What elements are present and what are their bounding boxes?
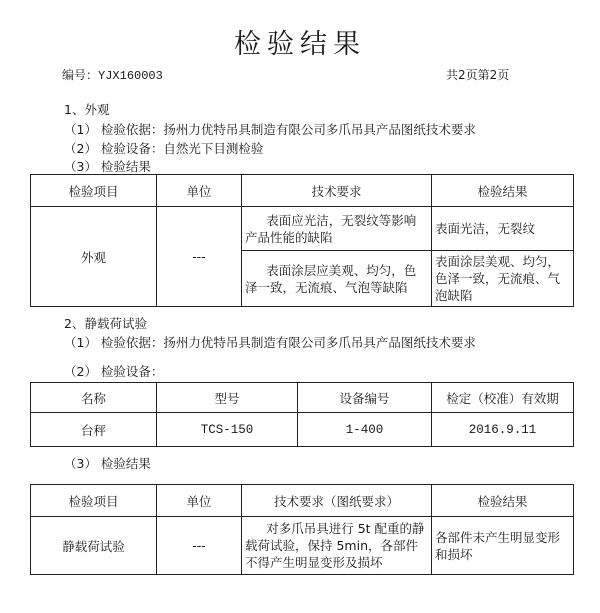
appearance-item: 外观 — [31, 207, 157, 307]
header-device-number: 设备编号 — [298, 383, 432, 413]
page-title: 检验结果 — [234, 29, 366, 60]
section2-results: （3） 检验结果 — [64, 456, 151, 471]
section2-basis: （1） 检验依据：扬州力优特吊具制造有限公司多爪吊具产品图纸技术要求 — [64, 335, 476, 350]
equipment-name: 台秤 — [31, 413, 157, 447]
result-cell: 表面涂层美观、均匀，色泽一致，无流痕、气泡缺陷 — [432, 251, 574, 307]
equipment-validity: 2016.9.11 — [432, 413, 574, 447]
static-load-item: 静载荷试验 — [31, 517, 157, 575]
header-requirement: 技术要求 — [242, 175, 432, 207]
serial-label: 编号： — [62, 68, 99, 82]
static-load-table — [30, 484, 574, 575]
header-result: 检验结果 — [432, 175, 574, 207]
header-item: 检验项目 — [31, 485, 157, 517]
appearance-unit: --- — [157, 207, 242, 307]
section1-basis: （1） 检验依据：扬州力优特吊具制造有限公司多爪吊具产品图纸技术要求 — [64, 122, 476, 137]
section1-equipment: （2） 检验设备：自然光下目测检验 — [64, 141, 264, 156]
header-validity: 检定（校准）有效期 — [432, 383, 574, 413]
header-item: 检验项目 — [31, 175, 157, 207]
requirement-cell: 表面应光洁，无裂纹等影响产品性能的缺陷 — [242, 207, 432, 251]
static-load-requirement: 对多爪吊具进行 5t 配重的静载荷试验，保持 5min，各部件不得产生明显变形及损坏 — [242, 517, 432, 575]
header-name: 名称 — [31, 383, 157, 413]
header-unit: 单位 — [157, 485, 242, 517]
static-load-unit: --- — [157, 517, 242, 575]
equipment-number: 1-400 — [298, 413, 432, 447]
header-model: 型号 — [157, 383, 298, 413]
requirement-cell: 表面涂层应美观、均匀，色泽一致，无流痕、气泡等缺陷 — [242, 251, 432, 307]
header-result: 检验结果 — [432, 485, 574, 517]
page-info: 共2页第2页 — [446, 68, 510, 82]
equipment-model: TCS-150 — [157, 413, 298, 447]
section1-results: （3） 检验结果 — [64, 159, 151, 174]
section2-equipment: （2） 检验设备： — [64, 364, 164, 379]
serial-value: YJX160003 — [98, 69, 163, 83]
serial-number — [62, 66, 163, 83]
appearance-table — [30, 174, 574, 307]
static-load-result: 各部件未产生明显变形和损坏 — [432, 517, 574, 575]
section1-heading: 1、外观 — [64, 102, 110, 117]
header-requirement: 技术要求（图纸要求） — [242, 485, 432, 517]
section2-heading: 2、静载荷试验 — [64, 316, 147, 331]
result-cell: 表面光洁，无裂纹 — [432, 207, 574, 251]
equipment-table — [30, 382, 574, 447]
header-unit: 单位 — [157, 175, 242, 207]
